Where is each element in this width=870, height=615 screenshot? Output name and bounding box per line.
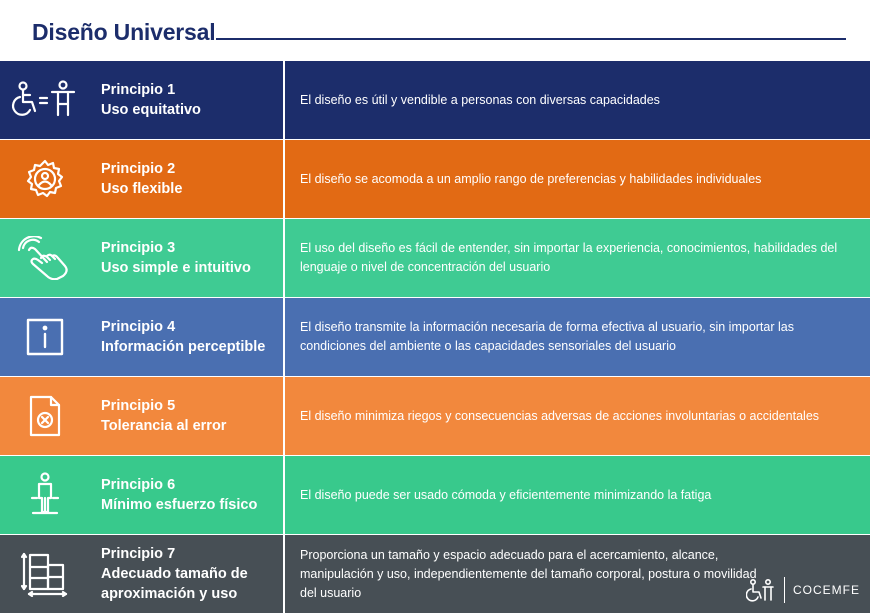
principle-description-text: Proporciona un tamaño y espacio adecuado para el acercamiento, alcance, manipulación y uso, independientemente del tamaño corporal, postura o movilidad del usuario xyxy=(300,547,757,600)
principle-title xyxy=(90,61,283,139)
principle-description: El diseño minimiza riegos y consecuencias adversas de acciones involuntarias o accidentales xyxy=(300,408,820,423)
principle-heading: Principio 6 xyxy=(101,477,176,493)
principle-row-3 xyxy=(0,219,870,297)
tap-hand-icon xyxy=(0,219,90,297)
principle-name: Uso simple e intuitivo xyxy=(101,260,251,276)
principle-name: Mínimo esfuerzo físico xyxy=(101,497,258,513)
logo-text: COCEMFE xyxy=(793,583,860,597)
info-icon xyxy=(0,298,90,376)
cocemfe-logo-icon xyxy=(746,578,776,602)
cocemfe-logo xyxy=(746,577,860,603)
page-title: Diseño Universal xyxy=(32,19,216,45)
principle-row-7 xyxy=(0,535,870,613)
person-standing-icon xyxy=(0,456,90,534)
principle-heading: Principio 2 xyxy=(101,161,176,177)
principles-table xyxy=(0,61,870,614)
principle-name: Uso equitativo xyxy=(101,102,201,118)
principle-name: Información perceptible xyxy=(101,339,266,355)
principle-row-4 xyxy=(0,298,870,376)
principle-title xyxy=(90,535,283,613)
principle-title xyxy=(90,219,283,297)
principle-title xyxy=(90,377,283,455)
principle-description: El uso del diseño es fácil de entender, sin importar la experiencia, conocimientos, habilidades del lenguaje o nivel de concentración del usuario xyxy=(300,241,838,274)
principle-title xyxy=(90,456,283,534)
title-underline xyxy=(216,38,846,40)
principle-name: Adecuado tamaño de aproximación y uso xyxy=(101,566,248,602)
size-measure-icon xyxy=(0,535,90,613)
principle-title xyxy=(90,140,283,218)
principle-description: El diseño puede ser usado cómoda y eficientemente minimizando la fatiga xyxy=(300,487,712,502)
principle-heading: Principio 1 xyxy=(101,82,176,98)
principle-heading: Principio 3 xyxy=(101,240,176,256)
principle-description: El diseño es útil y vendible a personas con diversas capacidades xyxy=(300,92,660,107)
principle-name: Uso flexible xyxy=(101,181,183,197)
principle-row-5 xyxy=(0,377,870,455)
principle-description: El diseño transmite la información necesaria de forma efectiva al usuario, sin importar las condiciones del ambiente o las capacidades sensoriales del usuario xyxy=(300,320,794,353)
gear-person-icon xyxy=(0,140,90,218)
principle-heading: Principio 5 xyxy=(101,398,176,414)
principle-title xyxy=(90,298,283,376)
principle-heading: Principio 4 xyxy=(101,319,176,335)
principle-description: El diseño se acomoda a un amplio rango de preferencias y habilidades individuales xyxy=(300,171,762,186)
principle-name: Tolerancia al error xyxy=(101,418,227,434)
wheelchair-equals-person-icon xyxy=(0,61,90,139)
principle-row-2 xyxy=(0,140,870,218)
logo-separator xyxy=(784,577,785,603)
document-error-icon xyxy=(0,377,90,455)
principle-row-1 xyxy=(0,61,870,139)
principle-heading: Principio 7 xyxy=(101,546,176,562)
principle-row-6 xyxy=(0,456,870,534)
header xyxy=(0,0,870,60)
